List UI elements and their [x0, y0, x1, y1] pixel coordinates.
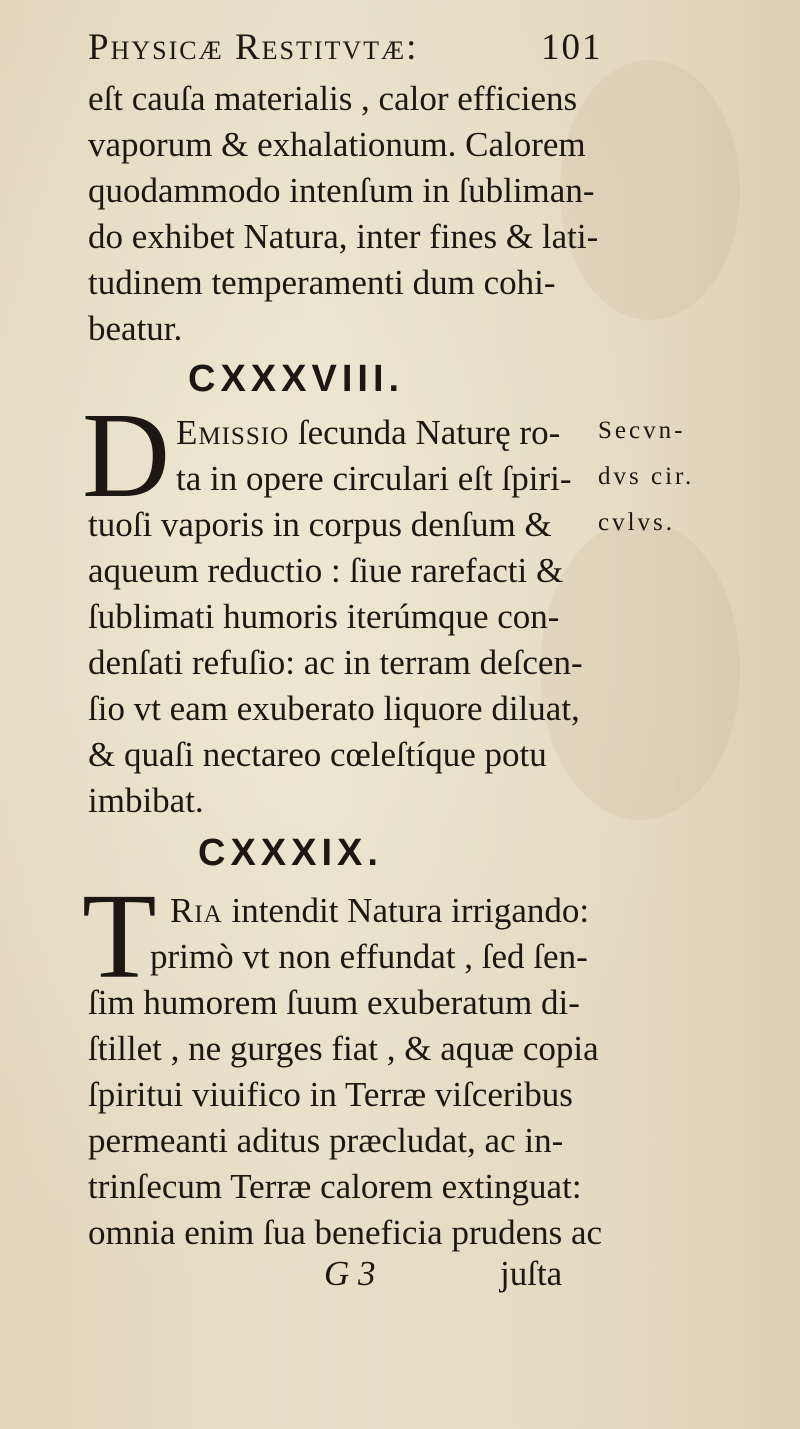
text-line: vaporum & exhalationum. Calorem [88, 125, 586, 164]
text-line: ſpiritui viuifico in Terræ viſceribus [88, 1075, 573, 1114]
smallcaps-word: Emissio [176, 413, 290, 452]
text-line: do exhibet Natura, inter fines & lati- [88, 217, 599, 256]
margin-note: dvs cir. [598, 463, 695, 490]
text-line: ſublimati humoris iterúmque con- [88, 597, 560, 636]
running-head-title: Physicæ Restitvtæ: [88, 27, 419, 68]
signature-mark: G 3 [324, 1254, 376, 1293]
section-heading: CXXXIX. [198, 832, 383, 874]
text-line-first [170, 888, 589, 934]
text-line: ſtillet , ne gurges fiat , & aquæ copia [88, 1029, 599, 1068]
drop-cap: D [82, 388, 171, 523]
text-line: denſati refuſio: ac in terram deſcen- [88, 643, 583, 682]
smallcaps-word: Ria [170, 891, 223, 930]
text-line: tudinem temperamenti dum cohi- [88, 263, 556, 302]
margin-note: cvlvs. [598, 509, 676, 536]
text-line: ſio vt eam exuberato liquore diluat, [88, 689, 580, 728]
text-line: ta in opere circulari eſt ſpiri- [176, 459, 572, 498]
margin-note: Secvn- [598, 417, 686, 444]
text-line: omnia enim ſua beneficia prudens ac [88, 1213, 603, 1252]
section-heading: CXXXVIII. [188, 358, 405, 400]
text-line: quodammodo intenſum in ſubliman- [88, 171, 595, 210]
text-line: permeanti aditus præcludat, ac in- [88, 1121, 564, 1160]
text-line: primò vt non effundat , ſed ſen- [150, 937, 588, 976]
text-line: & quaſi nectareo cœleſtíque potu [88, 735, 547, 774]
text-line: trinſecum Terræ calorem extinguat: [88, 1167, 582, 1206]
page-number: 101 [541, 27, 603, 68]
text-line-first [176, 410, 560, 456]
text-fragment: intendit Natura irrigando: [222, 891, 590, 930]
running-head [88, 26, 608, 76]
drop-cap: T [82, 869, 157, 1004]
text-fragment: ſecunda Naturę ro- [289, 413, 561, 452]
text-line: eſt cauſa materialis , calor efficiens [88, 79, 578, 118]
text-line: ſim humorem ſuum exuberatum di- [88, 983, 580, 1022]
text-line: beatur. [88, 309, 183, 348]
text-line: tuoſi vaporis in corpus denſum & [88, 505, 552, 544]
text-line: aqueum reductio : ſiue rarefacti & [88, 551, 564, 590]
text-line: imbibat. [88, 781, 204, 820]
catchword: juſta [500, 1254, 563, 1293]
